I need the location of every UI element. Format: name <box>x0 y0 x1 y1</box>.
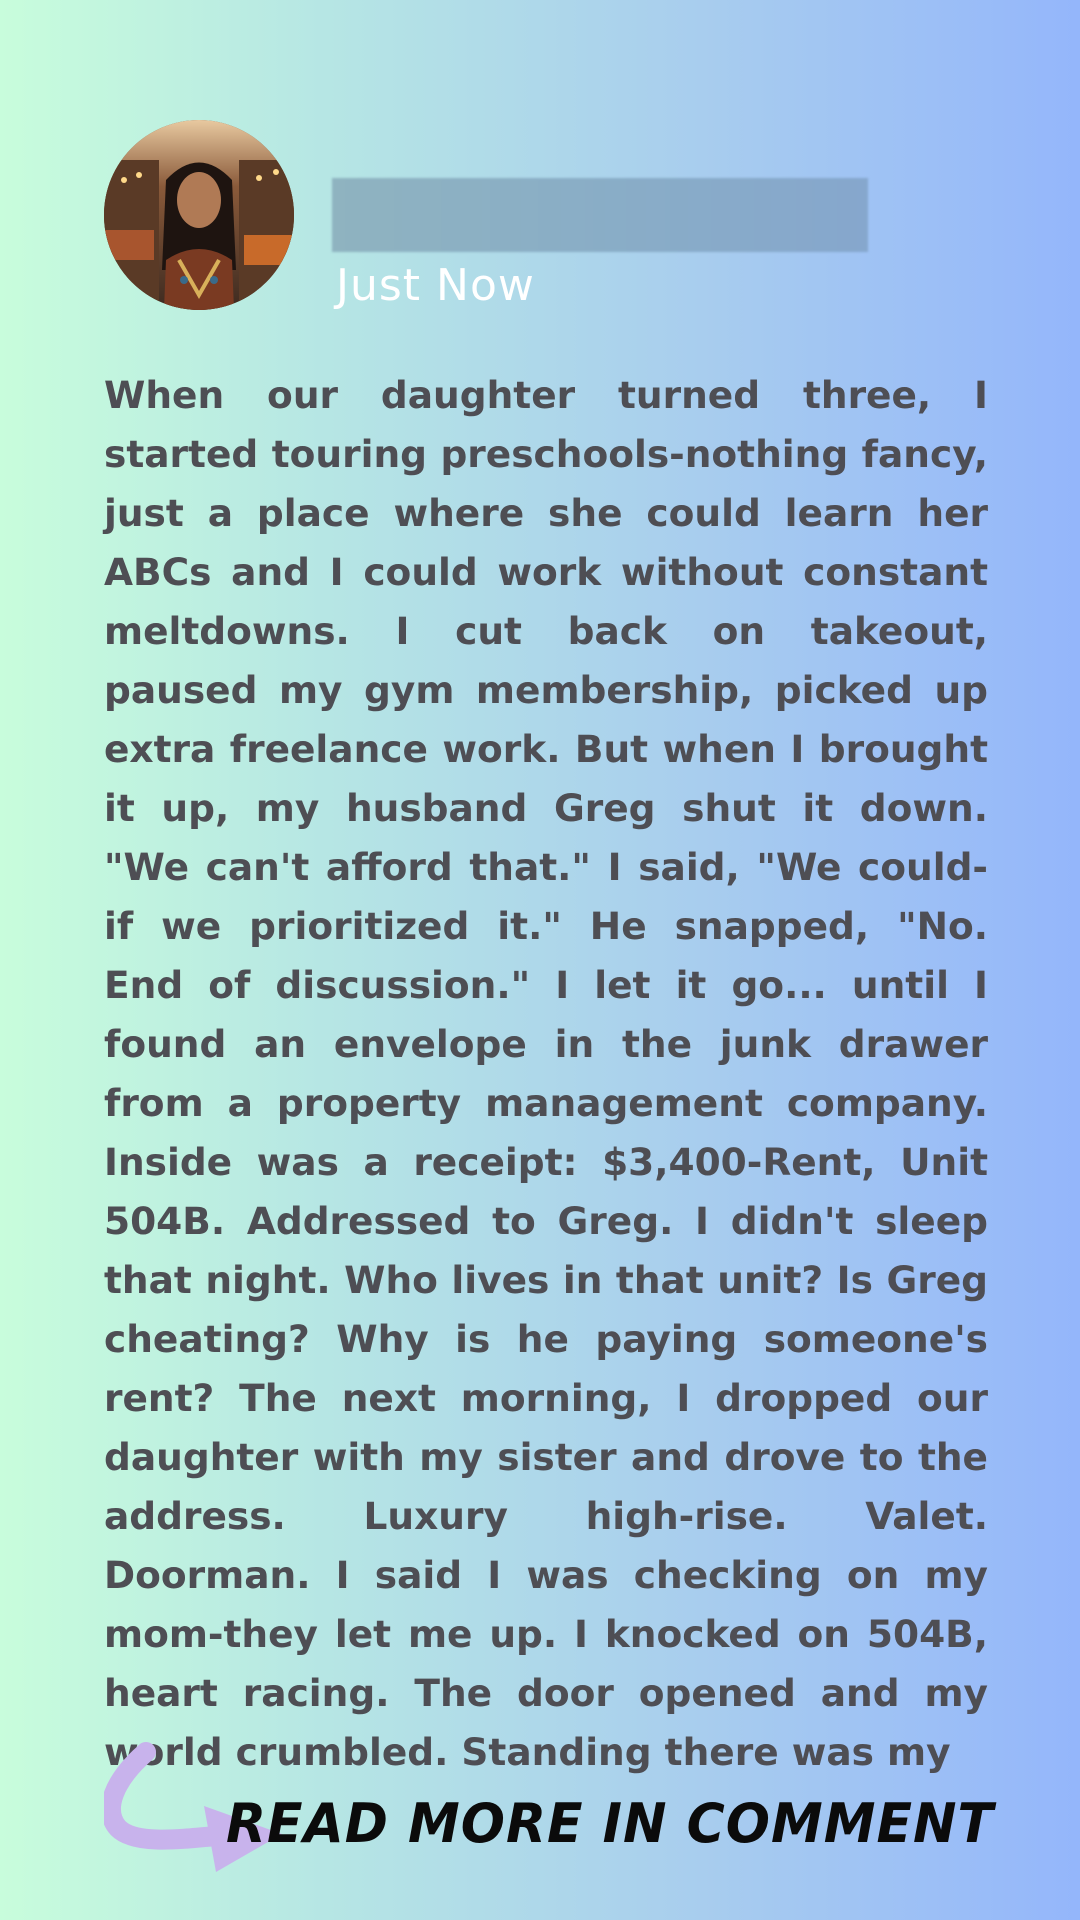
post-timestamp: Just Now <box>336 260 535 311</box>
profile-photo-icon <box>104 120 294 310</box>
author-name-redacted[interactable] <box>332 178 868 252</box>
read-more-cta[interactable] <box>104 1740 994 1880</box>
read-more-label[interactable]: READ MORE IN COMMENT <box>225 1792 994 1856</box>
post-header <box>104 120 1004 320</box>
avatar[interactable] <box>104 120 294 310</box>
post-body: When our daughter turned three, I started touring preschools-nothing fancy, just a place where she could learn her ABCs and I could work without constant meltdowns. I cut back on takeout, paused my gym membership, picked up extra freelance work. But when I brought it up, my husband Greg shut it down. "We can't afford that." I said, "We could-if we prioritized it." He snapped, "No. End of discussion." I let it go... until I found an envelope in the junk drawer from a property management company. Inside was a receipt: $3,400-Rent, Unit 504B. Addressed to Greg. I didn't sleep that night. Who lives in that unit? Is Greg cheating? Why is he paying someone's rent? The next morning, I dropped our daughter with my sister and drove to the address. Luxury high-rise. Valet. Doorman. I said I was checking on my mom-they let me up. I knocked on 504B, heart racing. The door opened and my world crumbled. Standing there was my <box>104 373 988 1774</box>
